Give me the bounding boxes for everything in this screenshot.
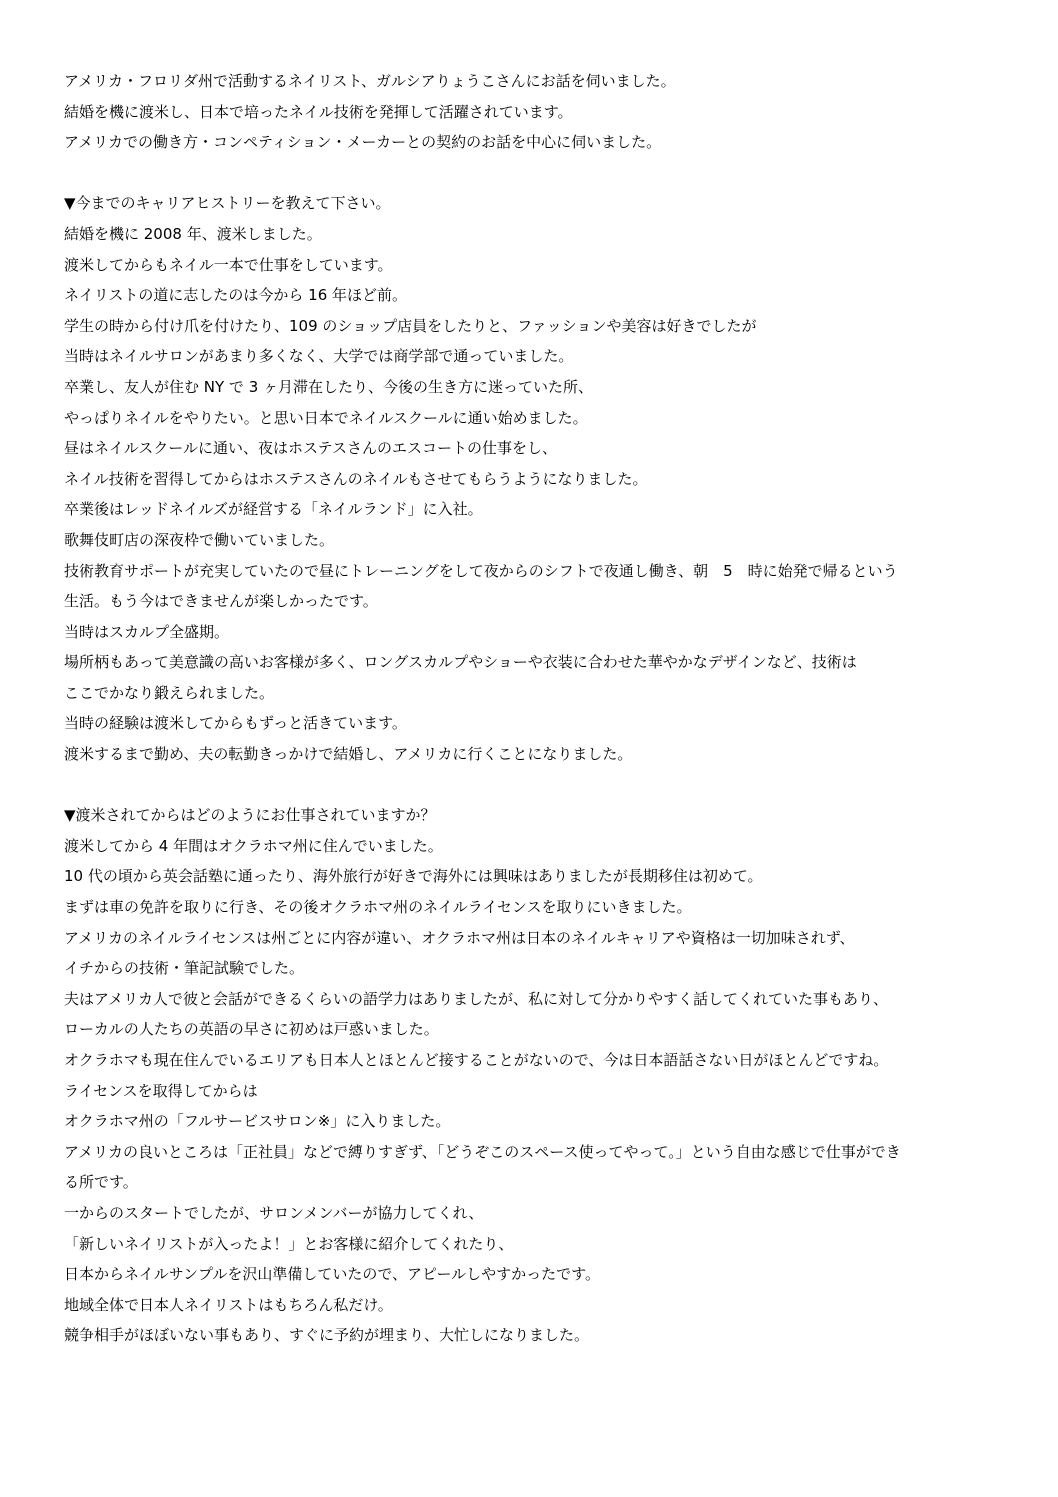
body-line: 一からのスタートでしたが、サロンメンバーが協力してくれ、	[64, 1203, 484, 1222]
body-line: ここでかなり鍛えられました。	[64, 683, 275, 702]
body-line: 10 代の頃から英会話塾に通ったり、海外旅行が好きで海外には興味はありましたが長期移住は初めて。	[64, 867, 763, 886]
body-line: 地域全体で日本人ネイリストはもちろん私だけ。	[64, 1295, 393, 1314]
body-line: 卒業し、友人が住む NY で 3 ヶ月滞在したり、今後の生き方に迷っていた所、	[64, 377, 594, 396]
body-line: ネイリストの道に志したのは今から 16 年ほど前。	[64, 286, 408, 305]
paragraph-gap	[64, 158, 1004, 189]
body-line: 結婚を機に 2008 年、渡米しました。	[64, 224, 322, 243]
body-line: 当時はスカルプ全盛期。	[64, 622, 230, 641]
body-line: 渡米してから 4 年間はオクラホマ州に住んでいました。	[64, 836, 443, 855]
body-line: ネイル技術を習得してからはホステスさんのネイルもさせてもらうようになりました。	[64, 469, 648, 488]
body-line: 夫はアメリカ人で彼と会話ができるくらいの語学力はありましたが、私に対して分かりやすく話してくれていた事もあり、	[64, 989, 888, 1008]
body-line: ローカルの人たちの英語の早さに初めは戸惑いました。	[64, 1020, 439, 1039]
body-line: 当時はネイルサロンがあまり多くなく、大学では商学部で通っていました。	[64, 347, 574, 366]
body-line: オクラホマも現在住んでいるエリアも日本人とほとんど接することがないので、今は日本語話さない日がほとんどですね。	[64, 1051, 889, 1069]
intro-line: アメリカ・フロリダ州で活動するネイリスト、ガルシアりょうこさんにお話を伺いました。	[64, 72, 676, 90]
body-line: 渡米するまで勤め、夫の転勤きっかけで結婚し、アメリカに行くことになりました。	[64, 745, 633, 764]
body-line: イチからの技術・筆記試験でした。	[64, 959, 305, 978]
body-line: 競争相手がほぼいない事もあり、すぐに予約が埋まり、大忙しになりました。	[64, 1326, 590, 1345]
body-line: 卒業後はレッドネイルズが経営する「ネイルランド」に入社。	[64, 500, 483, 519]
section-heading: ▼渡米されてからはどのようにお仕事されていますか？	[64, 806, 436, 825]
body-line: まずは車の免許を取りに行き、その後オクラホマ州のネイルライセンスを取りにいきました。	[64, 898, 692, 917]
body-line: 日本からネイルサンプルを沢山準備していたので、アピールしやすかったです。	[64, 1265, 600, 1284]
body-line: 渡米してからもネイル一本で仕事をしています。	[64, 255, 393, 274]
body-line: アメリカのネイルライセンスは州ごとに内容が違い、オクラホマ州は日本のネイルキャリアや資格は一切加味されず、	[64, 928, 855, 947]
intro-line: アメリカでの働き方・コンペティション・メーカーとの契約のお話を中心に伺いました。	[64, 133, 662, 152]
section-heading: ▼今までのキャリアヒストリーを教えて下さい。	[64, 194, 391, 213]
body-line: 学生の時から付け爪を付けたり、109 のショップ店員をしたりと、ファッションや美容は好きでしたが	[64, 316, 757, 335]
paragraph-gap	[64, 770, 1004, 801]
body-line: る所です。	[64, 1173, 138, 1192]
body-line: やっぱりネイルをやりたい。と思い日本でネイルスクールに通い始めました。	[64, 408, 588, 427]
body-line: 場所柄もあって美意識の高いお客様が多く、ロングスカルプやショーや衣装に合わせた華やかなデザインなど、技術は	[64, 653, 857, 672]
body-line: 生活。もう今はできませんが楽しかったです。	[64, 592, 378, 611]
document-body	[64, 66, 1004, 1351]
body-line: 「新しいネイリストが入ったよ！」とお客様に紹介してくれたり、	[64, 1234, 514, 1253]
body-line: アメリカの良いところは「正社員」などで縛りすぎず、「どうぞこのスペース使ってやって。」という自由な感じで仕事ができ	[64, 1142, 901, 1161]
body-line: ライセンスを取得してからは	[64, 1081, 258, 1100]
body-line: 技術教育サポートが充実していたので昼にトレーニングをして夜からのシフトで夜通し働き、朝 5 時に始発で帰るという	[64, 561, 898, 580]
intro-line: 結婚を機に渡米し、日本で培ったネイル技術を発揮して活躍されています。	[64, 102, 573, 121]
body-line: 当時の経験は渡米してからもずっと活きています。	[64, 714, 407, 733]
body-line: 歌舞伎町店の深夜枠で働いていました。	[64, 530, 335, 549]
body-line: オクラホマ州の「フルサービスサロン※」に入りました。	[64, 1112, 451, 1131]
body-line: 昼はネイルスクールに通い、夜はホステスさんのエスコートの仕事をし、	[64, 439, 558, 458]
